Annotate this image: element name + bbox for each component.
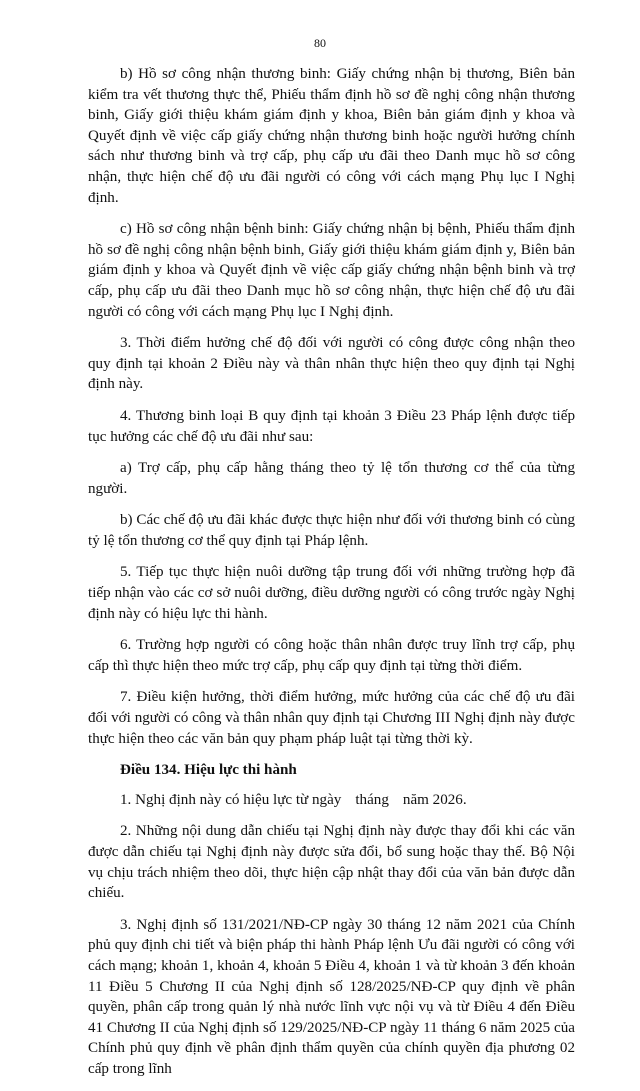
paragraph-6-back-pay: 6. Trường hợp người có công hoặc thân nhân được truy lĩnh trợ cấp, phụ cấp thì thực hiện theo mức trợ cấp, phụ cấp quy định tại từng thời điểm. xyxy=(88,637,575,674)
paragraph-b-wounded-soldier-dossier: b) Hồ sơ công nhận thương binh: Giấy chứng nhận bị thương, Biên bản kiểm tra vết thương thực thể, Phiếu thẩm định hồ sơ đề nghị công nhận thương binh, Giấy giới thiệu khám giám định y khoa, Biên bản giám định y khoa và Quyết định về việc cấp giấy chứng nhận thương binh hoặc người hưởng chính sách như thương binh và trợ cấp, phụ cấp ưu đãi theo Danh mục hồ sơ công nhận, thực hiện chế độ ưu đãi người có công với cách mạng Phụ lục I Nghị định. xyxy=(88,66,575,206)
page-number: 80 xyxy=(314,36,326,50)
effective-date-part1: 1. Nghị định này có hiệu lực từ ngày xyxy=(120,791,342,808)
paragraph-3-repealed-decrees: 3. Nghị định số 131/2021/NĐ-CP ngày 30 tháng 12 năm 2021 của Chính phủ quy định chi tiết và biện pháp thi hành Pháp lệnh Ưu đãi người có công với cách mạng; khoản 1, khoản 4, khoản 5 Điều 4, khoản 1 và từ khoản 3 đến khoản 11 Điều 5 Chương II của Nghị định số 128/2025/NĐ-CP quy định về phân quyền, phân cấp trong quản lý nhà nước lĩnh vực nội vụ và từ Điều 4 đến Điều 41 Chương II của Nghị định số 129/2025/NĐ-CP ngày 11 tháng 6 năm 2025 của Chính phủ quy định về phân định thẩm quyền của chính quyền địa phương 02 cấp trong lĩnh xyxy=(88,916,575,1077)
paragraph-c-sick-soldier-dossier: c) Hồ sơ công nhận bệnh binh: Giấy chứng nhận bị bệnh, Phiếu thẩm định hồ sơ đề nghị công nhận bệnh binh, Giấy giới thiệu khám giám định y, Biên bản giám định y khoa và Quyết định về việc cấp giấy chứng nhận bệnh binh và trợ cấp, phụ cấp ưu đãi theo Danh mục hồ sơ công nhận, thực hiện chế độ ưu đãi người có công với cách mạng Phụ lục I Nghị định. xyxy=(88,221,575,320)
document-body xyxy=(88,64,575,1091)
paragraph-1-effective-date xyxy=(88,790,575,811)
paragraph-4-type-b-soldiers: 4. Thương binh loại B quy định tại khoản 3 Điều 23 Pháp lệnh được tiếp tục hưởng các chế độ ưu đãi như sau: xyxy=(88,407,575,445)
effective-date-part2: tháng xyxy=(355,791,389,808)
effective-date-part3: năm 2026. xyxy=(402,791,467,808)
paragraph-3-timing: 3. Thời điểm hưởng chế độ đối với người có công được công nhận theo quy định tại khoản 2 Điều này và thân nhân thực hiện theo quy định tại Nghị định này. xyxy=(88,335,575,393)
paragraph-5-care-centers: 5. Tiếp tục thực hiện nuôi dưỡng tập trung đối với những trường hợp đã tiếp nhận vào các cơ sở nuôi dưỡng, điều dưỡng người có công trước ngày Nghị định này có hiệu lực thi hành. xyxy=(88,564,575,622)
paragraph-7-conditions: 7. Điều kiện hưởng, thời điểm hưởng, mức hưởng của các chế độ ưu đãi đối với người có công và thân nhân quy định tại Chương III Nghị định này được thực hiện theo các văn bản quy phạm pháp luật tại từng thời kỳ. xyxy=(88,689,575,747)
paragraph-2-referenced-documents: 2. Những nội dung dẫn chiếu tại Nghị định này được thay đổi khi các văn được dẫn chiếu tại Nghị định này được sửa đổi, bổ sung hoặc thay thế. Bộ Nội vụ chịu trách nhiệm theo dõi, thực hiện cập nhật thay đổi của văn bản được dẫn chiếu. xyxy=(88,823,575,902)
article-134-heading: Điều 134. Hiệu lực thi hành xyxy=(120,762,297,779)
paragraph-4b-other-benefits: b) Các chế độ ưu đãi khác được thực hiện như đối với thương binh có cùng tỷ lệ tổn thương cơ thể quy định tại Pháp lệnh. xyxy=(88,512,575,549)
paragraph-4a-monthly-allowance: a) Trợ cấp, phụ cấp hằng tháng theo tỷ lệ tổn thương cơ thể của từng người. xyxy=(88,460,575,497)
